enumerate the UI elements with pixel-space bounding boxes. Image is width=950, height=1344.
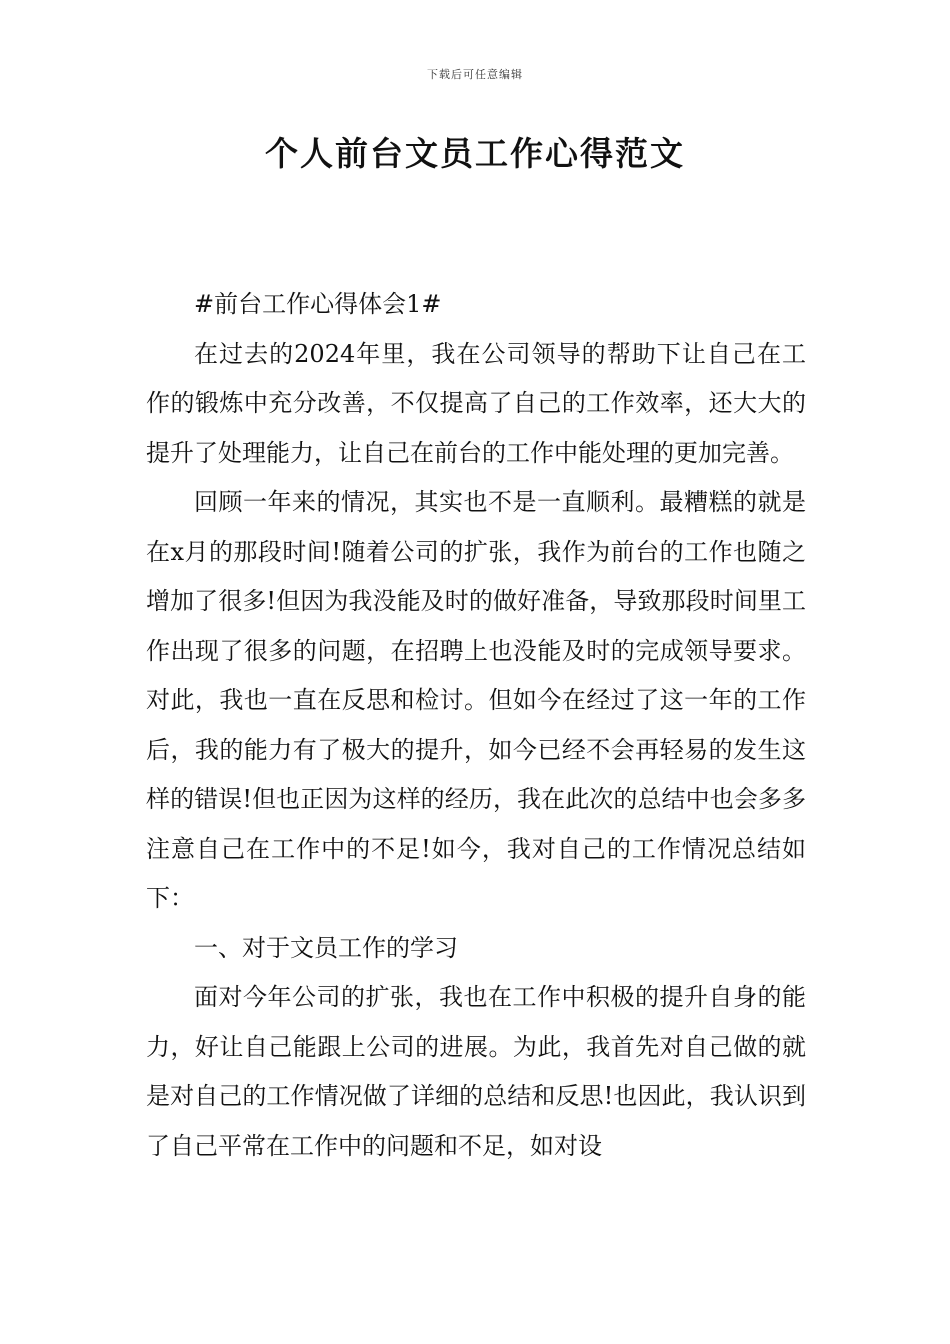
section-heading: #前台工作心得体会1# <box>194 290 442 318</box>
paragraph: 回顾一年来的情况，其实也不是一直顺利。最糟糕的就是在x月的那段时间!随着公司的扩张，我作为前台的工作也随之增加了很多!但因为我没能及时的做好准备，导致那段时间里工作出现了很多的问题，在招聘上也没能及时的完成领导要求。对此，我也一直在反思和检讨。但如今在经过了这一年的工作后，我的能力有了极大的提升，如今已经不会再轻易的发生这样的错误!但也正因为这样的经历，我在此次的总结中也会多多注意自己在工作中的不足!如今，我对自己的工作情况总结如下： <box>146 488 806 912</box>
document-body <box>146 280 806 1171</box>
paragraph: 在过去的2024年里，我在公司领导的帮助下让自己在工作的锻炼中充分改善，不仅提高了自己的工作效率，还大大的提升了处理能力，让自己在前台的工作中能处理的更加完善。 <box>146 339 806 467</box>
paragraph: 面对今年公司的扩张，我也在工作中积极的提升自身的能力，好让自己能跟上公司的进展。为此，我首先对自己做的就是对自己的工作情况做了详细的总结和反思!也因此，我认识到了自己平常在工作中的问题和不足，如对设 <box>146 983 806 1160</box>
document-title: 个人前台文员工作心得范文 <box>265 134 685 173</box>
header-note: 下载后可任意编辑 <box>427 68 523 81</box>
subsection-heading: 一、对于文员工作的学习 <box>194 933 458 962</box>
